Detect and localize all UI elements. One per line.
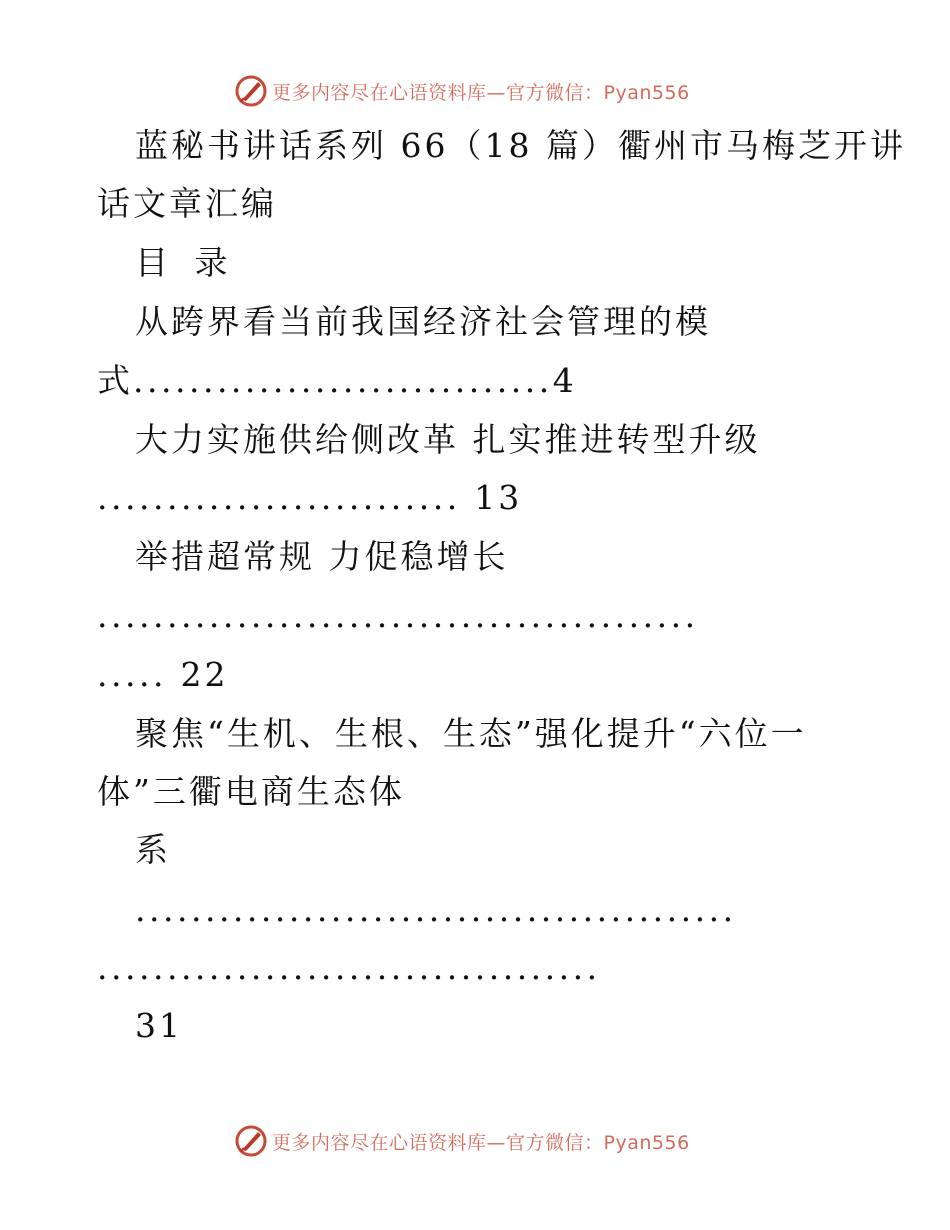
toc-entry-2-dot-leader: ..........................	[97, 478, 461, 517]
toc-entry-1-dot-leader: ..............................	[133, 361, 553, 400]
toc-entry-3-leader-line	[97, 655, 228, 695]
toc-entry-1-title-line-2: 式	[97, 361, 133, 400]
toc-entry-4-page-number: 31	[135, 1006, 183, 1045]
toc-entry-4-title-line-1: 聚焦“生机、生根、生态”强化提升“六位一	[135, 714, 807, 753]
document-title-line-1: 蓝秘书讲话系列 66（18 篇）衢州市马梅芝开讲	[135, 126, 906, 165]
watermark-text: 更多内容尽在心语资料库—官方微信：Pyan556	[272, 81, 690, 104]
toc-entry-2-page-number: 13	[474, 478, 523, 517]
toc-entry-3-title: 举措超常规 力促稳增长	[135, 537, 509, 576]
watermark-text: 更多内容尽在心语资料库—官方微信：Pyan556	[272, 1131, 690, 1154]
watermark-banner-top	[234, 71, 690, 111]
toc-entry-3-dot-leader-2: .....	[97, 655, 167, 694]
toc-entry-4-dot-leader-1: ...........................................	[135, 890, 737, 929]
toc-entry-3-page-number: 22	[180, 655, 229, 694]
toc-entry-4-dot-leader-2: ....................................	[97, 948, 601, 987]
watermark-banner-bottom	[234, 1121, 690, 1161]
toc-entry-1-title-line-1: 从跨界看当前我国经济社会管理的模	[135, 302, 711, 341]
document-title-line-2: 话文章汇编	[97, 184, 277, 223]
toc-heading: 目 录	[135, 243, 236, 282]
toc-entry-1-page-number: 4	[552, 361, 577, 400]
toc-entry-1-leader-line	[97, 361, 577, 401]
quill-logo-icon	[234, 74, 268, 108]
toc-entry-2-title: 大力实施供给侧改革 扎实推进转型升级	[135, 420, 761, 459]
toc-entry-2-leader-line	[97, 478, 522, 518]
toc-entry-3-dot-leader-1: ...........................................	[97, 596, 699, 635]
quill-logo-icon	[234, 1124, 268, 1158]
toc-entry-4-title-line-2: 体”三衢电商生态体	[97, 772, 405, 811]
toc-entry-4-title-line-3: 系	[135, 830, 171, 869]
